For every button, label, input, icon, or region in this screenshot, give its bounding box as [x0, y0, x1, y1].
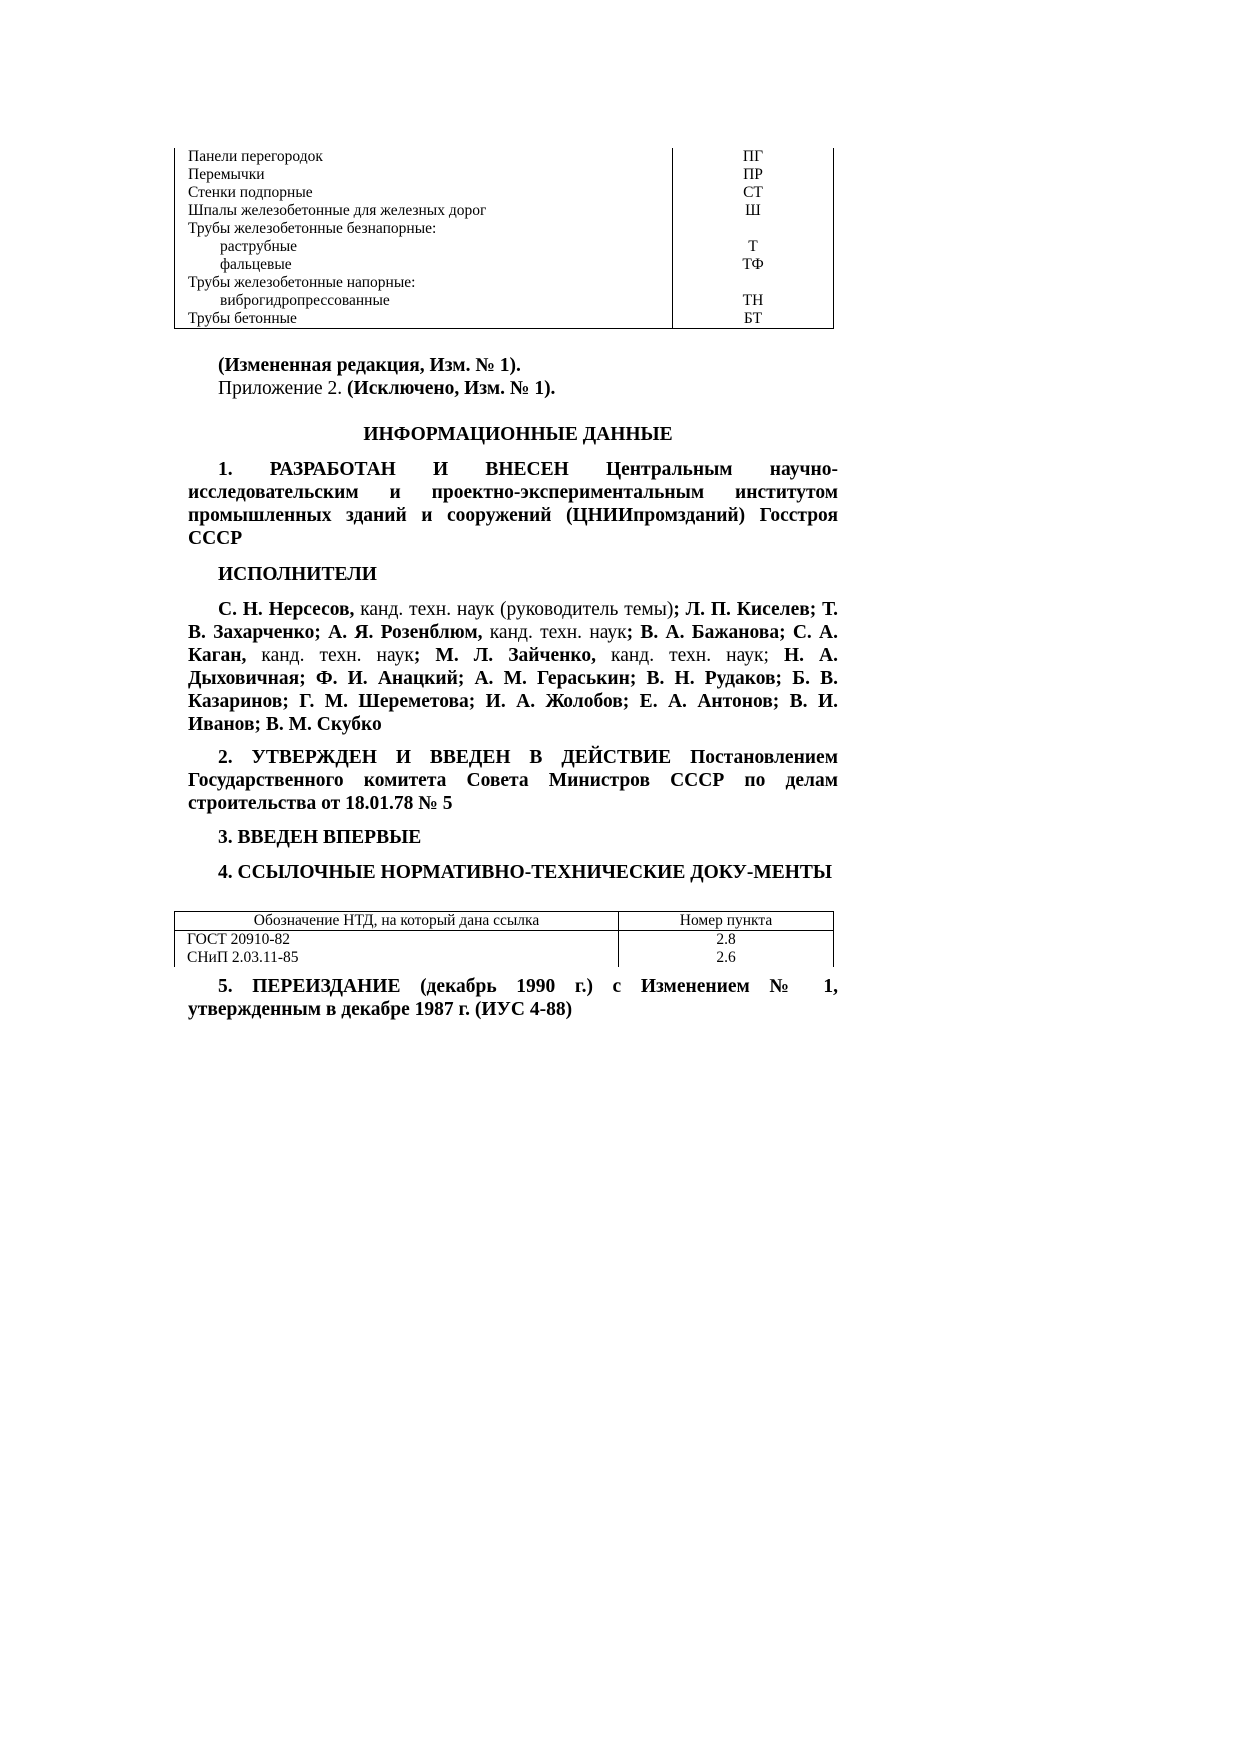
product-name: виброгидропрессованные [175, 292, 673, 310]
product-code: СТ [673, 184, 834, 202]
executors-segment: Н. А. Дыховичная; Ф. И. Анацкий; А. М. Гераськин; В. Н. Рудаков; Б. В. Казаринов; Г. М. Шереметова; И. А. Жолобов; Е. А. Антонов; В. И. Иванов; В. М. Скубко [188, 645, 838, 735]
reference-row [175, 949, 834, 967]
product-row [175, 202, 834, 220]
product-code: ТН [673, 292, 834, 310]
executors-segment: канд. техн. наук; [595, 645, 784, 666]
product-name: Перемычки [175, 166, 673, 184]
executors-segment: ; М. Л. Зайченко, [413, 645, 596, 666]
product-row [175, 238, 834, 256]
product-codes-table [174, 148, 834, 329]
product-name: Трубы бетонные [175, 310, 673, 329]
product-row [175, 256, 834, 274]
executors-segment: канд. техн. наук [246, 645, 414, 666]
executors-list [188, 598, 838, 736]
appendix-note-prefix: Приложение 2. [218, 378, 348, 399]
reference-doc: ГОСТ 20910-82 [175, 931, 619, 950]
info-item-4: 4. ССЫЛОЧНЫЕ НОРМАТИВНО-ТЕХНИЧЕСКИЕ ДОКУ-МЕНТЫ [218, 862, 833, 883]
reference-row [175, 931, 834, 950]
reference-docs-table [174, 911, 834, 967]
amendment-note: (Измененная редакция, Изм. № 1). [218, 355, 521, 376]
product-row [175, 148, 834, 166]
product-name: Панели перегородок [175, 148, 673, 166]
appendix-note [218, 377, 838, 400]
product-row [175, 292, 834, 310]
reference-doc: СНиП 2.03.11-85 [175, 949, 619, 967]
info-item-5: 5. ПЕРЕИЗДАНИЕ (декабрь 1990 г.) с Изменением № 1, утвержденным в декабре 1987 г. (ИУС 4-88) [188, 976, 838, 1020]
product-code [673, 220, 834, 238]
product-name: Трубы железобетонные безнапорные: [175, 220, 673, 238]
product-name: Шпалы железобетонные для железных дорог [175, 202, 673, 220]
product-code [673, 274, 834, 292]
info-item-1: 1. РАЗРАБОТАН И ВНЕСЕН Центральным научно-исследовательским и проектно-экспериментальным институтом промышленных зданий и сооружений (ЦНИИпромзданий) Госстроя СССР [188, 459, 838, 549]
product-code: ТФ [673, 256, 834, 274]
appendix-note-status: (Исключено, Изм. № 1). [347, 378, 556, 399]
executors-title: ИСПОЛНИТЕЛИ [218, 564, 377, 585]
product-row [175, 166, 834, 184]
product-code: БТ [673, 310, 834, 329]
ref-table-header-clause: Номер пункта [619, 912, 834, 931]
info-item-2: 2. УТВЕРЖДЕН И ВВЕДЕН В ДЕЙСТВИЕ Постановлением Государственного комитета Совета Министров СССР по делам строительства от 18.01.78 № 5 [188, 747, 838, 814]
product-name: Стенки подпорные [175, 184, 673, 202]
info-item-3: 3. ВВЕДЕН ВПЕРВЫЕ [218, 827, 422, 848]
product-row [175, 220, 834, 238]
info-title: ИНФОРМАЦИОННЫЕ ДАННЫЕ [363, 424, 673, 445]
reference-clause: 2.8 [619, 931, 834, 950]
executors-segment: С. Н. Нерсесов, [218, 599, 355, 620]
ref-table-header-doc: Обозначение НТД, на который дана ссылка [175, 912, 619, 931]
product-code: ПР [673, 166, 834, 184]
executors-segment: ; Л. П. Киселев; Т. В. Захарченко; А. Я. Розенблюм, [188, 599, 839, 643]
product-code: Т [673, 238, 834, 256]
product-name: раструбные [175, 238, 673, 256]
product-row [175, 184, 834, 202]
product-row [175, 274, 834, 292]
executors-segment: ; В. А. Бажанова; С. А. Каган, [188, 622, 838, 666]
executors-segment: канд. техн. наук (руководитель темы) [354, 599, 674, 620]
product-name: фальцевые [175, 256, 673, 274]
reference-clause: 2.6 [619, 949, 834, 967]
product-code: Ш [673, 202, 834, 220]
product-code: ПГ [673, 148, 834, 166]
product-row [175, 310, 834, 329]
executors-segment: канд. техн. наук [482, 622, 627, 643]
product-name: Трубы железобетонные напорные: [175, 274, 673, 292]
